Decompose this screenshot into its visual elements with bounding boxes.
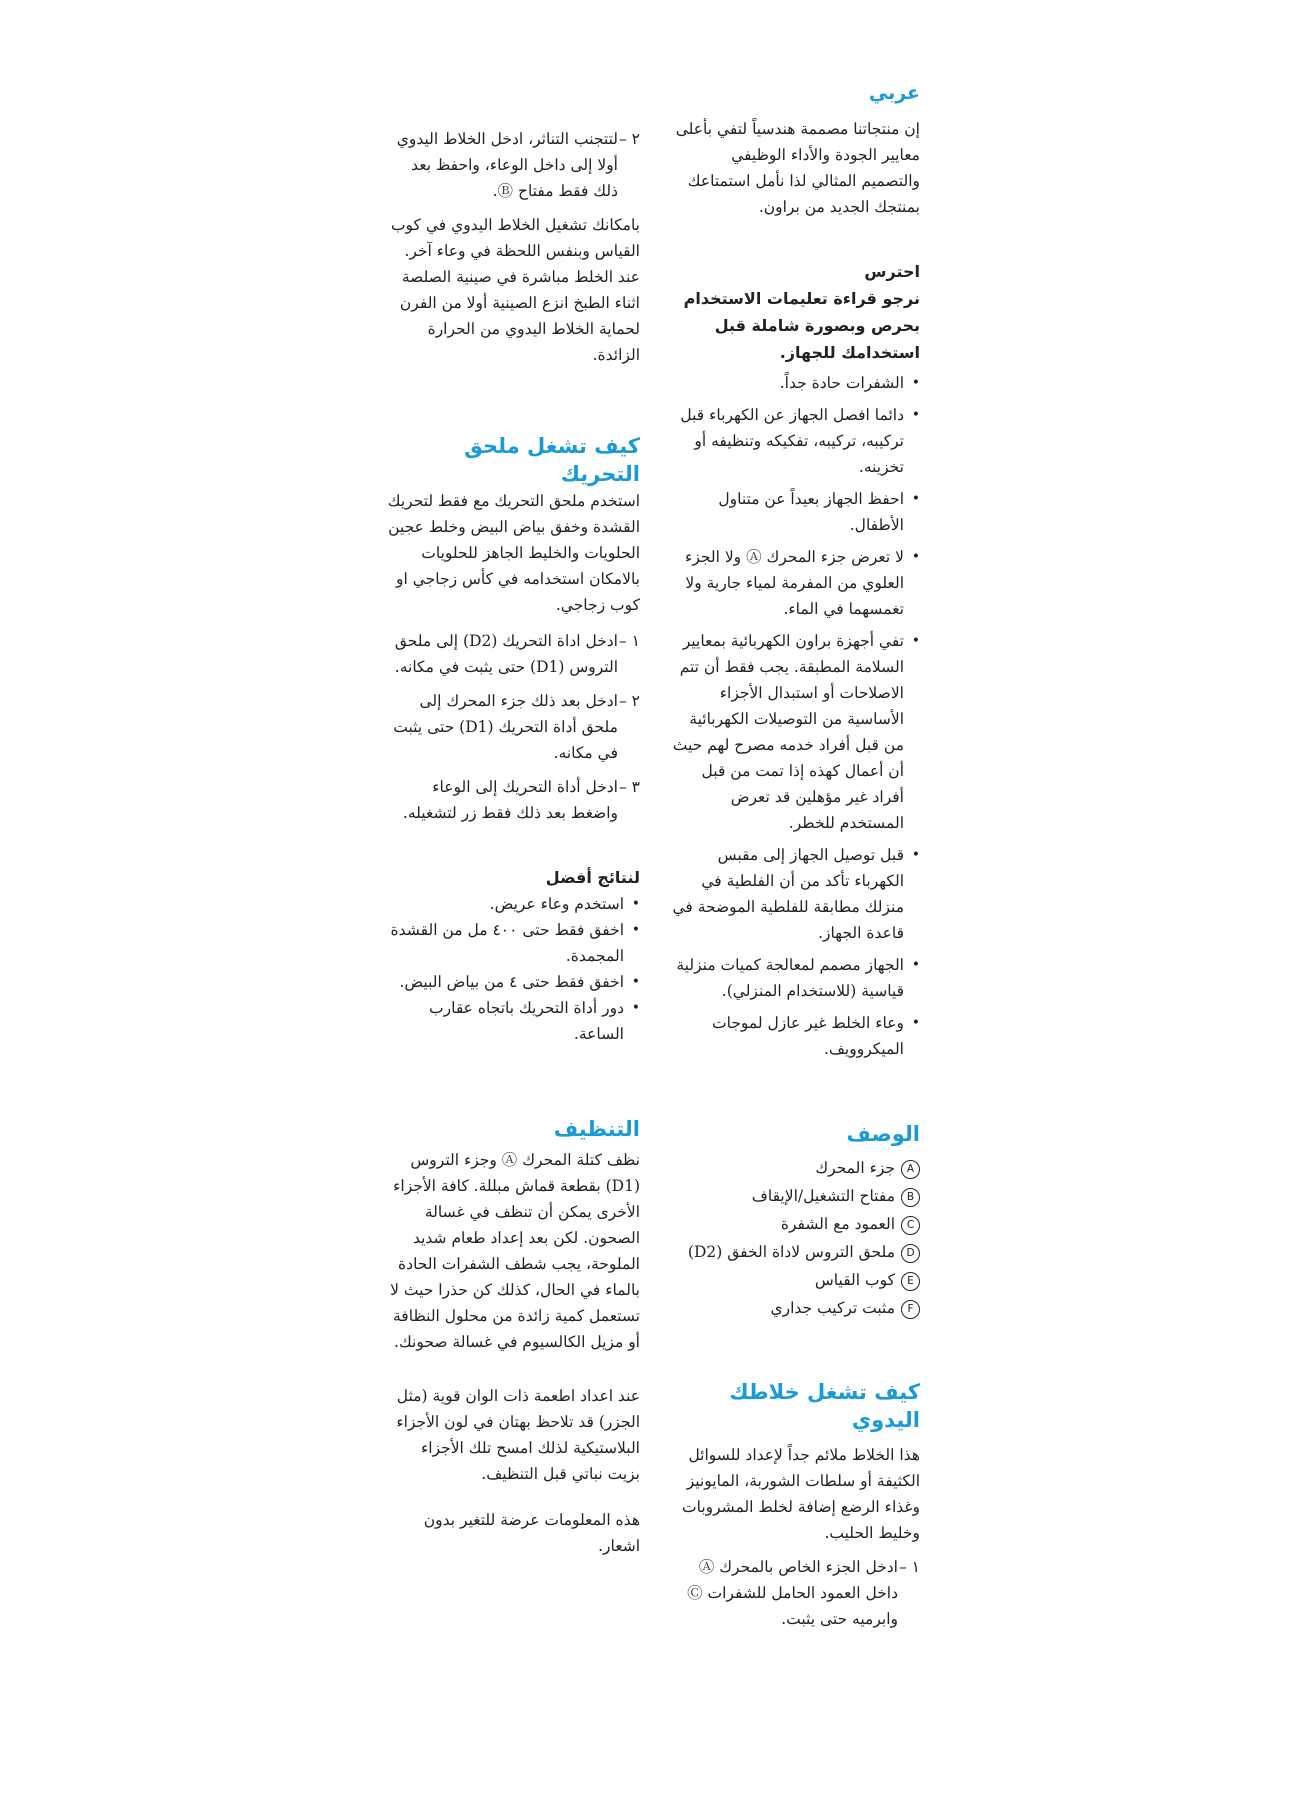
list-item [385, 628, 640, 680]
list-item: • الشفرات حادة جداً. [668, 370, 920, 396]
whisk-body: استخدم ملحق التحريك مع فقط لتحريك القشدة وخفق بياض البيض وخلط عجين الحلويات والخليط الجاهز للحلويات بالامكان استخدامه في كأس زجاجي او كوب زجاجي. [387, 492, 640, 614]
list-item [668, 1266, 920, 1294]
list-item: • قبل توصيل الجهاز إلى مقبس الكهرباء تأكد من أن الفلطية في منزلك مطابقة للفلطية الموضحة في قاعدة الجهاز. [668, 842, 920, 946]
left-column [385, 126, 640, 1559]
intro-paragraph: إن منتجاتنا مصممة هندسياً لتفي بأعلى معايير الجودة والأداء الوظيفي والتصميم المثالي لذا نأمل استمتاعك بمنتجك الجديد من براون. [675, 120, 920, 216]
cleaning-note: عند اعداد اطعمة ذات الوان قوية (مثل الجزر) قد تلاحظ بهتان في لون الأجزاء البلاستيكية لذلك امسح تلك الأجزاء بزيت نباتي قبل التنظيف. [396, 1387, 640, 1483]
list-item: • استخدم وعاء عريض. [385, 891, 640, 917]
list-item: • وعاء الخلط غير عازل لموجات الميكروويف. [668, 1010, 920, 1062]
best-results-list [385, 891, 640, 1047]
part-letter-badge: B [901, 1188, 920, 1207]
list-item [668, 1182, 920, 1210]
caution-title: احترس [864, 262, 920, 281]
list-item: • لا تعرض جزء المحرك Ⓐ ولا الجزء العلوي من المفرمة لمياء جارية ولا تغمسهما في الماء. [668, 544, 920, 622]
list-item: • الجهاز مصمم لمعالجة كميات منزلية قياسية (للاستخدام المنزلي). [668, 952, 920, 1004]
list-item: • دور أداة التحريك باتجاه عقارب الساعة. [385, 995, 640, 1047]
hand-blender-steps-start [668, 1554, 920, 1632]
language-label: عربي [868, 82, 920, 104]
step-text: ادخل الجزء الخاص بالمحرك Ⓐ داخل العمود الحامل للشفرات Ⓒ وابرميه حتى يثبت. [687, 1558, 898, 1628]
hand-blender-body: هذا الخلاط ملائم جداً لإعداد للسوائل الكثيفة أو سلطات الشوربة، المايونيز وغذاء الرضع إضافة لخلط المشروبات وخليط الحليب. [682, 1446, 920, 1542]
step-number: ١ – [898, 1558, 920, 1576]
list-item: • دائما افصل الجهاز عن الكهرباء قبل تركيبه، تركيبه، تفكيكه وتنظيفه أو تخزينه. [668, 402, 920, 480]
list-item [385, 774, 640, 826]
step-text: لتتجنب التناثر، ادخل الخلاط اليدوي أولا إلى داخل الوعاء، واحفظ بعد ذلك فقط مفتاح Ⓑ. [396, 130, 618, 200]
step-number: ٣ – [618, 778, 640, 796]
part-label: ملحق التروس لاداة الخفق (D2) [687, 1243, 895, 1261]
list-item: • اخفق فقط حتى ٤ من بياض البيض. [385, 969, 640, 995]
description-title: الوصف [846, 1122, 920, 1146]
step-number: ١ – [618, 632, 640, 650]
part-letter-badge: E [901, 1272, 920, 1291]
whisk-steps [385, 628, 640, 826]
list-item [385, 126, 640, 204]
list-item [668, 1154, 920, 1182]
part-letter-badge: D [901, 1244, 920, 1263]
list-item [385, 688, 640, 766]
part-letter-badge: C [901, 1216, 920, 1235]
part-label: العمود مع الشفرة [780, 1215, 895, 1233]
step-number: ٢ – [618, 692, 640, 710]
disclaimer: هذه المعلومات عرضة للتغير بدون اشعار. [423, 1511, 640, 1555]
right-column [668, 82, 920, 1640]
step-text: ادخل بعد ذلك جزء المحرك إلى ملحق أداة التحريك (D1) حتى يثبت في مكانه. [393, 692, 618, 762]
best-results-title: لنتائج أفضل [545, 868, 640, 887]
list-item [668, 1554, 920, 1632]
step-number: ٢ – [618, 130, 640, 148]
caution-subtitle: نرجو قراءة تعليمات الاستخدام بحرص وبصورة شاملة قبل استخدامك للجهاز. [683, 289, 920, 362]
list-item [668, 1238, 920, 1266]
part-label: مثبت تركيب جداري [770, 1299, 895, 1317]
list-item [668, 1294, 920, 1322]
whisk-title: كيف تشغل ملحق التحريك [464, 434, 640, 486]
part-label: مفتاح التشغيل/الإيقاف [751, 1187, 895, 1205]
list-item: • اخفق فقط حتى ٤٠٠ مل من القشدة المجمدة. [385, 917, 640, 969]
step-text: ادخل أداة التحريك إلى الوعاء واضغط بعد ذلك فقط زر لتشغيله. [402, 778, 618, 822]
list-item [668, 1210, 920, 1238]
hand-blender-title: كيف تشغل خلاطك اليدوي [729, 1380, 920, 1432]
cleaning-body: نظف كتلة المحرك Ⓐ وجزء التروس (D1) بقطعة قماش مبللة. كافة الأجزاء الأخرى يمكن أن تنظف في غسالة الصحون. لكن بعد إعداد طعام شديد الملوحة، يجب شطف الشفرات الحادة بالماء في الحال، كذلك كن حذرا حيث لا تستعمل كمية زائدة من محلول النظافة أو مزيل الكالسيوم في غسالة صحونك. [390, 1151, 640, 1351]
part-label: كوب القياس [814, 1271, 895, 1289]
part-letter-badge: A [901, 1160, 920, 1179]
hand-blender-note: بامكانك تشغيل الخلاط اليدوي في كوب القياس وبنفس اللحظة في وعاء آخر. عند الخلط مباشرة في صينية الصلصة اثناء الطبخ انزع الصينية أولا من الفرن لحماية الخلاط اليدوي من الحرارة الزائدة. [390, 216, 640, 364]
caution-list [668, 370, 920, 1062]
part-letter-badge: F [901, 1300, 920, 1319]
hand-blender-steps-continued [385, 126, 640, 204]
parts-list [668, 1154, 920, 1322]
list-item: • تفي أجهزة براون الكهربائية بمعايير السلامة المطبقة. يجب فقط أن تتم الاصلاحات أو استبدال الأجزاء الأساسية من التوصيلات الكهربائية من قبل أفراد خدمه مصرح لهم حيث أن أعمال كهذه إذا تمت من قبل أفراد غير مؤهلين قد تعرض المستخدم للخطر. [668, 628, 920, 836]
step-text: ادخل اداة التحريك (D2) إلى ملحق التروس (D1) حتى يثبت في مكانه. [394, 632, 618, 676]
cleaning-title: التنظيف [553, 1117, 640, 1141]
part-label: جزء المحرك [815, 1159, 895, 1177]
list-item: • احفظ الجهاز بعيداً عن متناول الأطفال. [668, 486, 920, 538]
